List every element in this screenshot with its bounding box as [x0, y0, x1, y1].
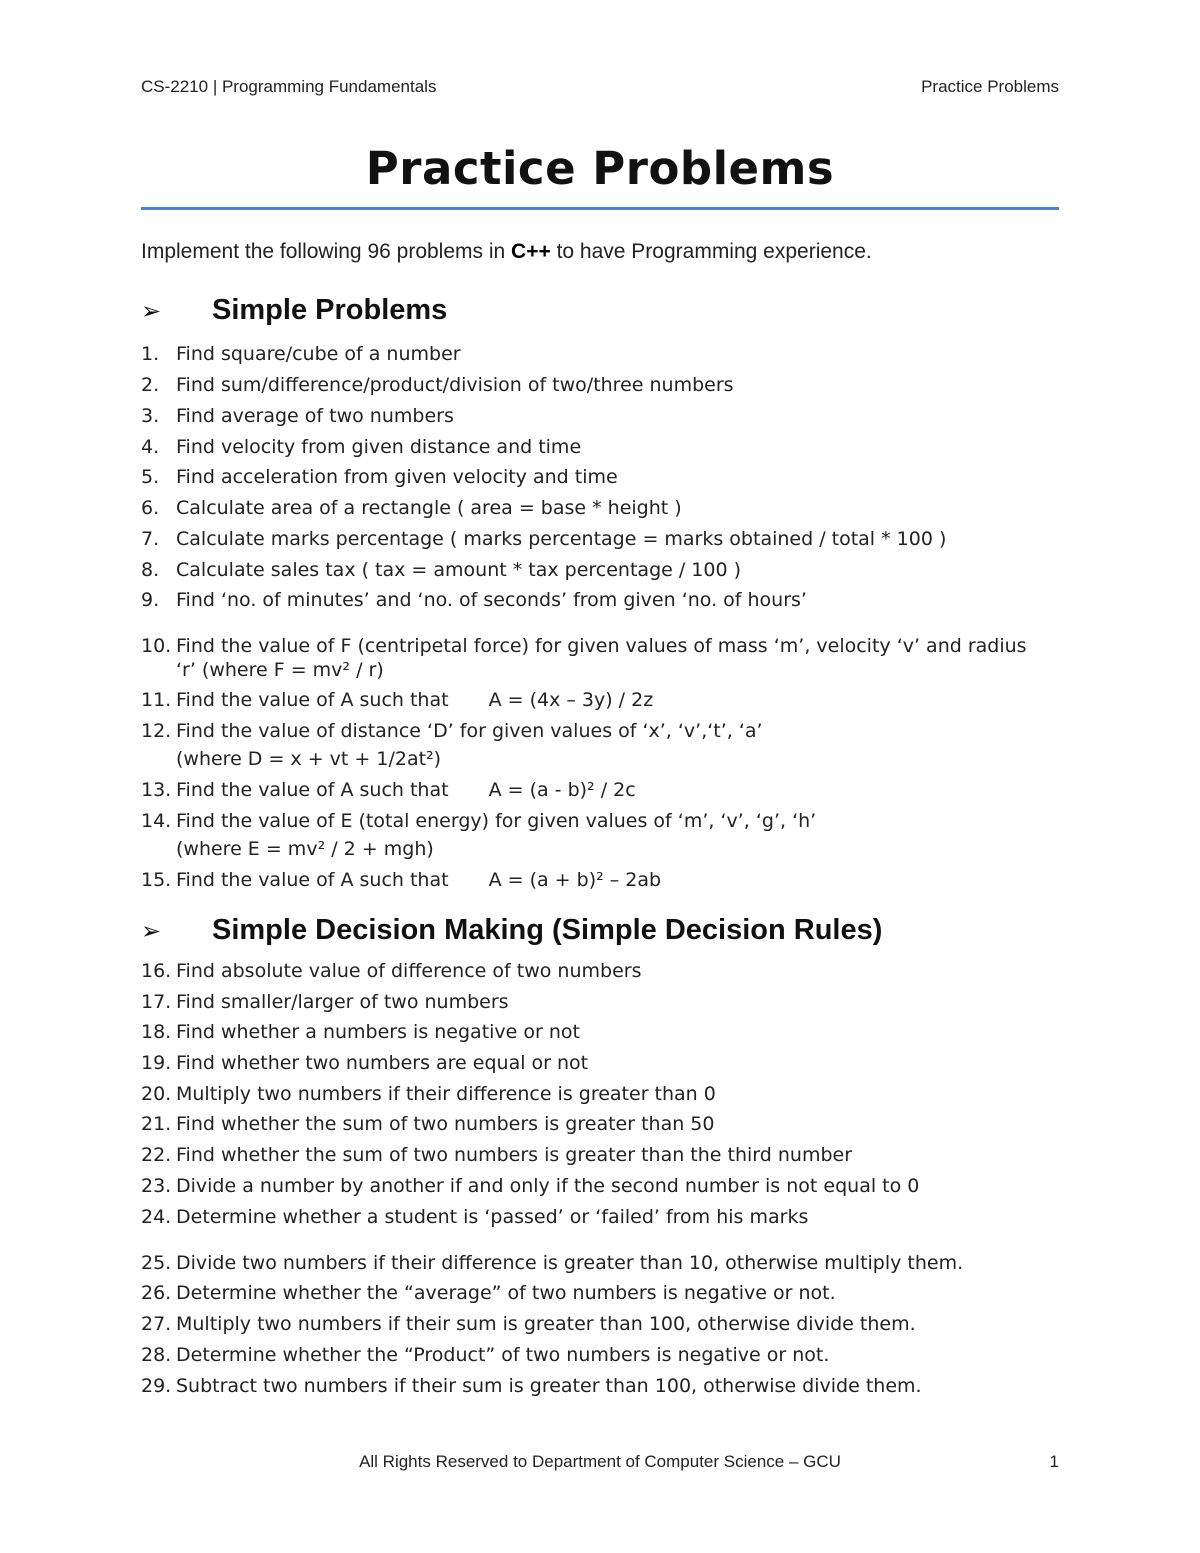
item-text: Find the value of distance ‘D’ for given values of ‘x’, ‘v’,‘t’, ‘a’: [176, 720, 763, 742]
item-number: 17.: [141, 991, 172, 1013]
item-text: Find the value of F (centripetal force) for given values of mass ‘m’, velocity ‘v’ and radius: [176, 635, 1027, 657]
item-number: 8.: [141, 559, 160, 581]
item-number: 29.: [141, 1375, 172, 1397]
item-number: 25.: [141, 1252, 172, 1274]
item-number: 1.: [141, 343, 160, 365]
arrow-bullet-icon: ➢: [141, 917, 162, 945]
item-text: Determine whether the “Product” of two numbers is negative or not.: [176, 1344, 830, 1366]
item-number: 3.: [141, 405, 160, 427]
item-number: 14.: [141, 810, 172, 832]
page-number: 1: [1049, 1452, 1059, 1471]
section-title: Simple Problems: [212, 294, 448, 326]
item-number: 28.: [141, 1344, 172, 1366]
item-number: 19.: [141, 1052, 172, 1074]
item-formula: A = (4x – 3y) / 2z: [488, 689, 654, 711]
item-number: 15.: [141, 869, 172, 891]
item-formula: A = (a - b)² / 2c: [488, 779, 636, 801]
item-text: Find sum/difference/product/division of two/three numbers: [176, 374, 734, 396]
item-text: Find the value of A such that: [176, 689, 449, 711]
item-text: Divide a number by another if and only if the second number is not equal to 0: [176, 1175, 920, 1197]
item-number: 21.: [141, 1113, 172, 1135]
item-number: 2.: [141, 374, 160, 396]
item-number: 27.: [141, 1313, 172, 1335]
item-number: 26.: [141, 1282, 172, 1304]
intro-after: to have Programming experience.: [550, 240, 872, 263]
item-number: 16.: [141, 960, 172, 982]
intro-before: Implement the following 96 problems in: [141, 240, 512, 263]
item-text: Find the value of A such that: [176, 779, 449, 801]
item-text: Multiply two numbers if their sum is greater than 100, otherwise divide them.: [176, 1313, 916, 1335]
item-text: Find whether the sum of two numbers is greater than the third number: [176, 1144, 853, 1166]
item-number: 18.: [141, 1021, 172, 1043]
item-number: 9.: [141, 589, 160, 611]
arrow-bullet-icon: ➢: [141, 297, 162, 325]
item-text: Find whether a numbers is negative or not: [176, 1021, 580, 1043]
item-text: Find the value of A such that: [176, 869, 449, 891]
item-continuation: (where E = mv² / 2 + mgh): [176, 838, 434, 860]
item-text: Find absolute value of difference of two numbers: [176, 960, 642, 982]
header-doc-title: Practice Problems: [921, 77, 1059, 96]
item-continuation: ‘r’ (where F = mv² / r): [176, 659, 384, 681]
item-text: Calculate marks percentage ( marks percentage = marks obtained / total * 100 ): [176, 528, 947, 550]
item-text: Find acceleration from given velocity and time: [176, 466, 618, 488]
item-text: Divide two numbers if their difference is greater than 10, otherwise multiply them.: [176, 1252, 964, 1274]
list-item: [141, 809, 1061, 861]
item-formula: A = (a + b)² – 2ab: [488, 869, 662, 891]
item-text: Find whether two numbers are equal or not: [176, 1052, 589, 1074]
item-number: 6.: [141, 497, 160, 519]
item-text: Determine whether the “average” of two numbers is negative or not.: [176, 1282, 836, 1304]
item-text: Find square/cube of a number: [176, 343, 461, 365]
item-continuation: (where D = x + vt + 1/2at²): [176, 748, 442, 770]
item-text: Subtract two numbers if their sum is greater than 100, otherwise divide them.: [176, 1375, 922, 1397]
item-text: Multiply two numbers if their difference is greater than 0: [176, 1083, 716, 1105]
item-text: Calculate sales tax ( tax = amount * tax percentage / 100 ): [176, 559, 742, 581]
header-course: CS-2210 | Programming Fundamentals: [141, 77, 437, 96]
intro-text: [141, 240, 872, 264]
section-heading: [141, 294, 447, 327]
item-number: 7.: [141, 528, 160, 550]
list-item: [141, 634, 1061, 682]
item-number: 24.: [141, 1206, 172, 1228]
page-title: Practice Problems: [365, 142, 835, 195]
item-text: Find velocity from given distance and time: [176, 436, 582, 458]
item-text: Find ‘no. of minutes’ and ‘no. of seconds’ from given ‘no. of hours’: [176, 589, 807, 611]
item-text: Find average of two numbers: [176, 405, 454, 427]
item-text: Calculate area of a rectangle ( area = base * height ): [176, 497, 682, 519]
item-text: Determine whether a student is ‘passed’ or ‘failed’ from his marks: [176, 1206, 809, 1228]
title-underline: [141, 207, 1059, 210]
list-item: [141, 719, 1061, 771]
item-number: 4.: [141, 436, 160, 458]
footer-copyright: All Rights Reserved to Department of Computer Science – GCU: [359, 1452, 841, 1471]
item-text: Find whether the sum of two numbers is greater than 50: [176, 1113, 715, 1135]
item-number: 23.: [141, 1175, 172, 1197]
item-text: Find the value of E (total energy) for given values of ‘m’, ‘v’, ‘g’, ‘h’: [176, 810, 817, 832]
item-number: 22.: [141, 1144, 172, 1166]
item-text: Find smaller/larger of two numbers: [176, 991, 509, 1013]
item-number: 5.: [141, 466, 160, 488]
item-number: 20.: [141, 1083, 172, 1105]
section-title: Simple Decision Making (Simple Decision Rules): [212, 914, 883, 946]
intro-language: C++: [511, 240, 551, 263]
item-number: 13.: [141, 779, 172, 801]
section-heading: [141, 914, 882, 947]
item-number: 12.: [141, 720, 172, 742]
item-number: 11.: [141, 689, 172, 711]
item-number: 10.: [141, 635, 172, 657]
